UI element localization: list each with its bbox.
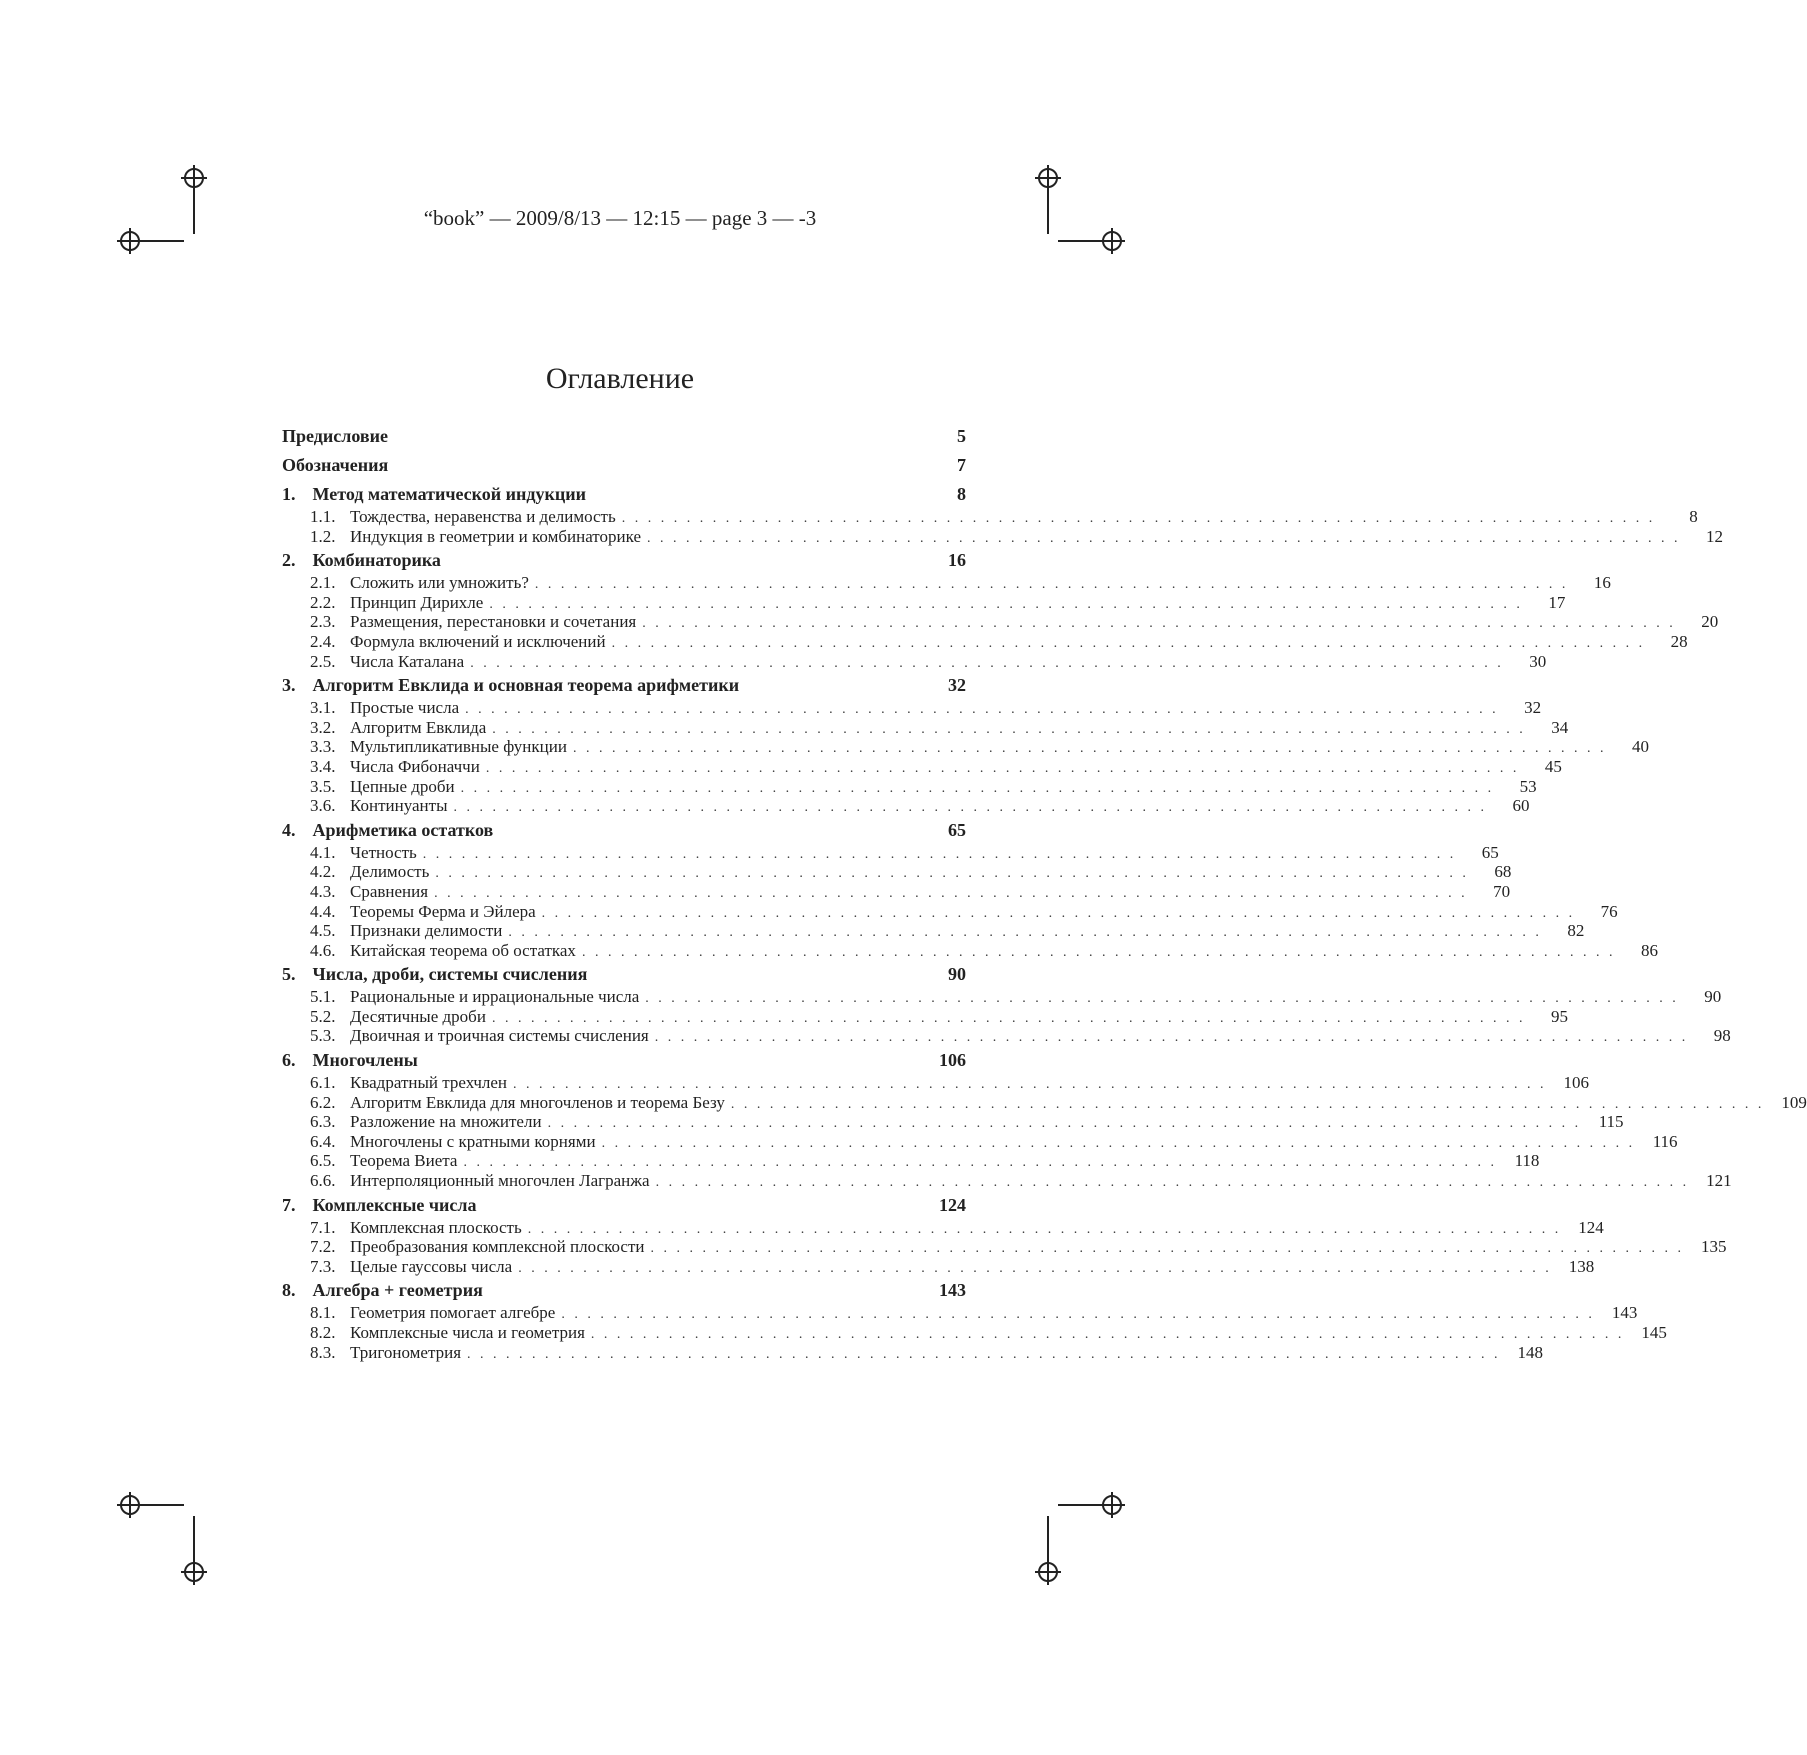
section-number: 2.3. <box>310 612 336 632</box>
registration-target-icon <box>184 168 204 188</box>
toc-section-entry[interactable] <box>282 1256 1595 1277</box>
section-number: 7.1. <box>310 1217 336 1237</box>
registration-target-icon <box>1038 168 1058 188</box>
section-title: Комплексные числа и геометрия <box>350 1323 585 1342</box>
section-title: Тождества, неравенства и делимость <box>350 507 616 526</box>
toc-section-entry[interactable] <box>282 1303 1638 1323</box>
section-page: 20 <box>1701 612 1719 632</box>
dot-leader: ................................................................................ <box>611 635 1652 651</box>
registration-target-icon <box>120 1495 140 1515</box>
toc-section-entry[interactable] <box>282 776 1537 797</box>
toc-section-entry[interactable] <box>282 612 1719 632</box>
running-head: “book” — 2009/8/13 — 12:15 — page 3 — -3 <box>423 206 817 230</box>
toc-section-entry[interactable] <box>282 862 1512 882</box>
section-page: 148 <box>1517 1342 1544 1362</box>
toc-section-entry[interactable] <box>282 1006 1568 1027</box>
section-page: 53 <box>1519 776 1537 796</box>
section-number: 4.4. <box>310 901 336 921</box>
dot-leader: ................................................................................ <box>590 1327 1631 1342</box>
toc-section-entry[interactable] <box>282 717 1569 738</box>
toc-section-entry[interactable] <box>282 1073 1590 1093</box>
dot-leader: ................................................................................ <box>467 1346 1508 1362</box>
toc-front-entry[interactable] <box>282 453 966 477</box>
section-number: 8.3. <box>310 1342 336 1362</box>
chapter-heading[interactable] <box>282 818 966 843</box>
toc-chapter <box>282 962 1731 1046</box>
entry-title: Обозначения <box>282 455 389 475</box>
section-page: 118 <box>1514 1151 1540 1171</box>
dot-leader: ................................................................................ <box>730 1096 1771 1112</box>
section-number: 2.2. <box>310 592 336 612</box>
toc-chapter <box>282 1278 1667 1362</box>
registration-target-icon <box>1102 231 1122 251</box>
toc-section-entry[interactable] <box>282 881 1511 902</box>
chapter-number: 5. <box>282 964 296 985</box>
dot-leader: ................................................................................ <box>534 577 1575 593</box>
section-title: Сравнения <box>350 881 429 901</box>
chapter-page: 8 <box>957 484 966 504</box>
chapter-page: 65 <box>948 819 966 840</box>
chapter-heading[interactable] <box>282 1048 966 1073</box>
dot-leader: ................................................................................ <box>470 655 1511 671</box>
dot-leader: ................................................................................ <box>492 721 1533 737</box>
section-title: Формула включений и исключений <box>350 631 606 651</box>
chapter-heading[interactable] <box>282 1193 966 1218</box>
section-page: 90 <box>1704 987 1722 1007</box>
dot-leader: ................................................................................ <box>547 1116 1588 1132</box>
section-title: Принцип Дирихле <box>350 592 484 612</box>
entry-page: 7 <box>957 455 966 475</box>
section-page: 145 <box>1641 1323 1667 1342</box>
chapter-title: 2. Комбинаторика <box>282 548 441 573</box>
chapter-list <box>282 482 1807 1362</box>
section-number: 5.3. <box>310 1026 336 1046</box>
section-number: 4.3. <box>310 881 336 901</box>
section-title: Китайская теорема об остатках <box>350 940 576 960</box>
toc-section-entry[interactable] <box>282 526 1723 547</box>
chapter-number: 2. <box>282 550 296 571</box>
section-number: 4.1. <box>310 842 336 862</box>
toc-section-entry[interactable] <box>282 1092 1807 1113</box>
section-title: Тригонометрия <box>350 1342 462 1362</box>
section-title: Преобразования комплексной плоскости <box>350 1237 645 1257</box>
section-page: 8 <box>1689 507 1698 526</box>
section-page: 60 <box>1512 796 1530 816</box>
section-page: 68 <box>1494 862 1512 882</box>
section-number: 6.1. <box>310 1073 336 1093</box>
dot-leader: ................................................................................ <box>453 800 1494 816</box>
section-title: Разложение на множители <box>350 1112 542 1132</box>
section-title: Четность <box>350 842 417 862</box>
toc-section-entry[interactable] <box>282 1171 1732 1191</box>
chapter-heading[interactable] <box>282 962 966 987</box>
toc-front-entry[interactable] <box>282 424 966 448</box>
section-number: 8.2. <box>310 1323 336 1342</box>
toc-section-entry[interactable] <box>282 737 1649 757</box>
section-title: Алгоритм Евклида для многочленов и теорема Безу <box>350 1092 725 1112</box>
section-number: 1.1. <box>310 507 336 526</box>
section-title: Теорема Виета <box>350 1151 458 1171</box>
toc-section-entry[interactable] <box>282 1342 1544 1363</box>
section-page: 30 <box>1529 651 1547 671</box>
section-number: 6.2. <box>310 1092 336 1112</box>
section-page: 70 <box>1493 881 1511 901</box>
chapter-title: 8. Алгебра + геометрия <box>282 1278 483 1303</box>
section-number: 3.3. <box>310 737 336 757</box>
section-number: 2.5. <box>310 651 336 671</box>
dot-leader: ................................................................................ <box>489 596 1530 612</box>
chapter-title: 6. Многочлены <box>282 1048 418 1073</box>
section-number: 6.5. <box>310 1151 336 1171</box>
toc-section-entry[interactable] <box>282 573 1611 593</box>
section-title: Размещения, перестановки и сочетания <box>350 612 637 632</box>
section-page: 34 <box>1551 717 1569 737</box>
section-title: Индукция в геометрии и комбинаторике <box>350 526 641 546</box>
dot-leader: ................................................................................ <box>642 616 1683 632</box>
section-page: 12 <box>1706 526 1723 546</box>
section-number: 1.2. <box>310 526 336 546</box>
section-title: Квадратный трехчлен <box>350 1073 508 1093</box>
toc-section-entry[interactable] <box>282 796 1530 816</box>
toc-chapter <box>282 548 1719 671</box>
toc-section-entry[interactable] <box>282 901 1618 922</box>
section-number: 5.2. <box>310 1006 336 1026</box>
section-page: 138 <box>1568 1256 1595 1276</box>
section-page: 45 <box>1544 756 1562 776</box>
section-page: 16 <box>1593 573 1611 593</box>
toc-section-entry[interactable] <box>282 1112 1624 1132</box>
section-number: 6.6. <box>310 1171 336 1191</box>
dot-leader: ................................................................................ <box>581 944 1622 960</box>
dot-leader: ................................................................................ <box>434 885 1475 901</box>
section-title: Теоремы Ферма и Эйлера <box>350 901 536 921</box>
toc-section-entry[interactable] <box>282 921 1585 941</box>
toc-chapter <box>282 482 1723 546</box>
section-page: 76 <box>1600 901 1618 921</box>
section-title: Двоичная и троичная системы счисления <box>350 1026 649 1046</box>
toc-chapter <box>282 1048 1807 1191</box>
section-title: Числа Фибоначчи <box>350 756 480 776</box>
toc-section-entry[interactable] <box>282 507 1698 527</box>
section-title: Десятичные дроби <box>350 1006 486 1026</box>
toc-section-entry[interactable] <box>282 1151 1540 1171</box>
section-number: 3.2. <box>310 717 336 737</box>
section-number: 7.2. <box>310 1237 336 1257</box>
toc-section-entry[interactable] <box>282 756 1562 777</box>
section-title: Алгоритм Евклида <box>350 717 487 737</box>
dot-leader: ................................................................................ <box>621 511 1662 526</box>
dot-leader: ................................................................................ <box>601 1135 1642 1151</box>
toc-section-entry[interactable] <box>282 1237 1727 1257</box>
table-of-contents <box>282 424 1807 1362</box>
toc-chapter <box>282 818 1658 961</box>
chapter-page: 32 <box>948 675 966 696</box>
section-title: Континуанты <box>350 796 448 816</box>
section-title: Числа Каталана <box>350 651 465 671</box>
toc-section-entry[interactable] <box>282 1217 1604 1238</box>
chapter-number: 3. <box>282 675 296 696</box>
section-page: 82 <box>1567 921 1585 941</box>
section-number: 3.1. <box>310 698 336 718</box>
section-title: Делимость <box>350 862 430 882</box>
chapter-title: 3. Алгоритм Евклида и основная теорема арифметики <box>282 673 739 698</box>
section-number: 2.1. <box>310 573 336 593</box>
toc-section-entry[interactable] <box>282 987 1722 1007</box>
dot-leader: ................................................................................ <box>647 530 1687 546</box>
section-page: 115 <box>1598 1112 1624 1132</box>
section-title: Комплексная плоскость <box>350 1217 522 1237</box>
section-title: Геометрия помогает алгебре <box>350 1303 556 1323</box>
section-title: Рациональные и иррациональные числа <box>350 987 640 1007</box>
section-page: 98 <box>1713 1026 1731 1046</box>
section-number: 4.5. <box>310 921 336 941</box>
chapter-page: 124 <box>939 1194 966 1215</box>
dot-leader: ................................................................................ <box>572 741 1613 757</box>
toc-section-entry[interactable] <box>282 1026 1731 1046</box>
section-number: 3.6. <box>310 796 336 816</box>
dot-leader: ................................................................................ <box>491 1010 1532 1026</box>
chapter-page: 106 <box>939 1050 966 1071</box>
dot-leader: ................................................................................ <box>654 1030 1695 1046</box>
dot-leader: ................................................................................ <box>465 702 1506 718</box>
chapter-number: 1. <box>282 484 296 504</box>
section-number: 2.4. <box>310 631 336 651</box>
section-title: Простые числа <box>350 698 460 718</box>
section-title: Многочлены с кратными корнями <box>350 1131 596 1151</box>
section-page: 40 <box>1631 737 1649 757</box>
chapter-page: 90 <box>948 964 966 985</box>
dot-leader: ................................................................................ <box>527 1221 1568 1237</box>
chapter-title: 1. Метод математической индукции <box>282 482 586 507</box>
dot-leader: ................................................................................ <box>485 760 1526 776</box>
section-title: Целые гауссовы числа <box>350 1256 513 1276</box>
section-title: Мультипликативные функции <box>350 737 567 757</box>
section-page: 28 <box>1670 631 1688 651</box>
section-page: 86 <box>1640 940 1658 960</box>
dot-leader: ................................................................................ <box>541 905 1582 921</box>
section-page: 116 <box>1652 1131 1678 1151</box>
dot-leader: ................................................................................ <box>645 991 1686 1007</box>
chapter-heading[interactable] <box>282 673 966 698</box>
section-title: Цепные дроби <box>350 776 455 796</box>
section-number: 7.3. <box>310 1256 336 1276</box>
section-page: 121 <box>1706 1171 1732 1191</box>
toc-section-entry[interactable] <box>282 592 1566 613</box>
section-number: 5.1. <box>310 987 336 1007</box>
registration-target-icon <box>184 1562 204 1582</box>
toc-section-entry[interactable] <box>282 842 1499 863</box>
registration-target-icon <box>1102 1495 1122 1515</box>
section-page: 32 <box>1524 698 1542 718</box>
dot-leader: ................................................................................ <box>508 925 1549 941</box>
section-number: 3.4. <box>310 756 336 776</box>
page-title: Оглавление <box>545 362 695 395</box>
section-number: 6.3. <box>310 1112 336 1132</box>
section-page: 143 <box>1611 1303 1638 1323</box>
registration-target-icon <box>1038 1562 1058 1582</box>
section-number: 8.1. <box>310 1303 336 1323</box>
registration-target-icon <box>120 231 140 251</box>
section-title: Интерполяционный многочлен Лагранжа <box>350 1171 650 1191</box>
dot-leader: ................................................................................ <box>513 1077 1554 1093</box>
section-number: 6.4. <box>310 1131 336 1151</box>
toc-section-entry[interactable] <box>282 1131 1678 1152</box>
section-number: 4.6. <box>310 940 336 960</box>
dot-leader: ................................................................................ <box>435 866 1476 882</box>
chapter-page: 16 <box>948 550 966 571</box>
toc-section-entry[interactable] <box>282 631 1688 652</box>
chapter-heading[interactable] <box>282 482 966 507</box>
dot-leader: ................................................................................ <box>655 1175 1696 1191</box>
toc-chapter <box>282 1193 1727 1277</box>
toc-section-entry[interactable] <box>282 1323 1667 1343</box>
section-page: 95 <box>1550 1006 1568 1026</box>
chapter-title: 7. Комплексные числа <box>282 1193 476 1218</box>
section-number: 4.2. <box>310 862 336 882</box>
chapter-number: 7. <box>282 1194 296 1215</box>
chapter-title: 5. Числа, дроби, системы счисления <box>282 962 587 987</box>
section-page: 65 <box>1481 842 1499 862</box>
section-title: Сложить или умножить? <box>350 573 529 593</box>
front-matter-list <box>282 424 966 477</box>
dot-leader: ................................................................................ <box>518 1260 1559 1276</box>
section-number: 3.5. <box>310 776 336 796</box>
entry-page: 5 <box>957 426 966 446</box>
chapter-heading[interactable] <box>282 548 966 573</box>
section-page: 109 <box>1781 1092 1807 1112</box>
dot-leader: ................................................................................ <box>650 1241 1691 1257</box>
toc-section-entry[interactable] <box>282 651 1547 672</box>
entry-title: Предисловие <box>282 426 388 446</box>
toc-section-entry[interactable] <box>282 940 1658 961</box>
chapter-number: 6. <box>282 1050 296 1071</box>
toc-chapter <box>282 673 1649 816</box>
dot-leader: ................................................................................ <box>463 1155 1504 1171</box>
section-page: 17 <box>1548 592 1566 612</box>
dot-leader: ................................................................................ <box>561 1307 1602 1323</box>
chapter-page: 143 <box>939 1280 966 1301</box>
chapter-number: 8. <box>282 1280 296 1301</box>
section-page: 135 <box>1700 1237 1727 1257</box>
chapter-title: 4. Арифметика остатков <box>282 818 493 843</box>
toc-section-entry[interactable] <box>282 698 1542 718</box>
dot-leader: ................................................................................ <box>422 846 1463 862</box>
section-page: 106 <box>1563 1073 1590 1093</box>
section-title: Признаки делимости <box>350 921 503 941</box>
chapter-heading[interactable] <box>282 1278 966 1303</box>
dot-leader: ................................................................................ <box>460 780 1501 796</box>
section-page: 124 <box>1578 1217 1604 1237</box>
chapter-number: 4. <box>282 819 296 840</box>
